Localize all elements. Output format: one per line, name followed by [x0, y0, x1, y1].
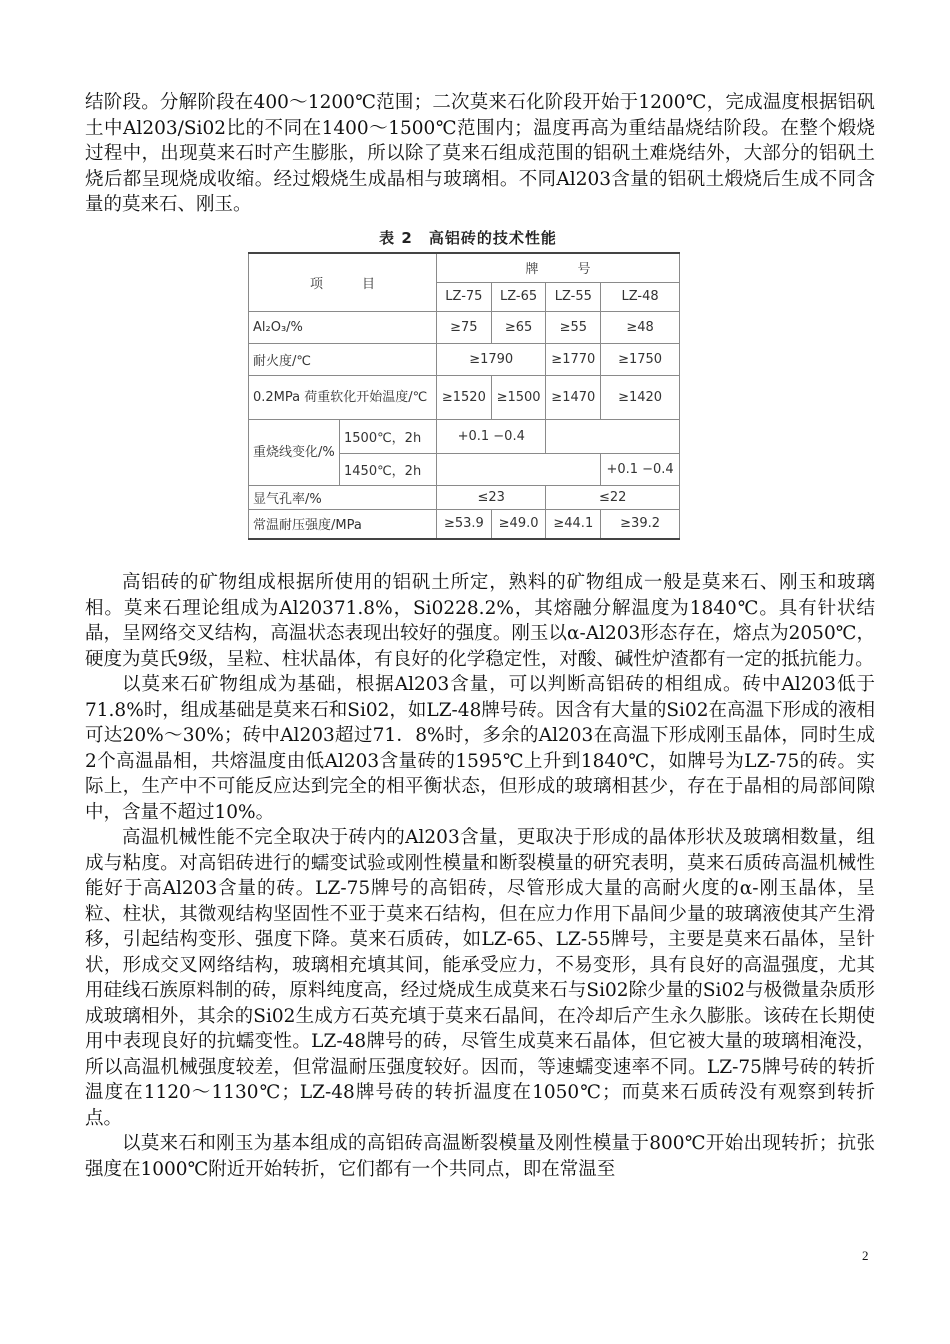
paragraph-text: 高铝砖的矿物组成根据所使用的铝矾土所定，熟料的矿物组成一般是莫来石、刚玉和玻璃相。莫来石理论组成为Al20371.8%，Si0228.2%，其熔融分解温度为1840℃。具有针状结晶，呈网络交叉结构，高温状态表现出较好的强度。刚玉以α-Al203形态存在，熔点为2050℃，硬度为莫氏9级，呈粒、柱状晶体，有良好的化学稳定性，对酸、碱性炉渣都有一定的抵抗能力。: [85, 572, 875, 670]
grade-cell: LZ-65: [491, 282, 546, 311]
value-cell: ≥1750: [601, 343, 680, 375]
value-cell: +0.1 −0.4: [601, 453, 680, 485]
grade-cell: LZ-48: [601, 282, 680, 311]
value-cell: ≥1520: [437, 375, 492, 419]
grade-cell: LZ-55: [546, 282, 601, 311]
tech-performance-table: [248, 252, 680, 540]
empty-cell: [546, 419, 680, 453]
paragraph-text: 以莫来石和刚玉为基本组成的高铝砖高温断裂模量及刚性模量于800℃开始出现转折；抗张强度在1000℃附近开始转折，它们都有一个共同点，即在常温至: [85, 1133, 875, 1180]
condition-cell: 1450℃，2h: [340, 453, 437, 485]
value-cell: ≥1470: [546, 375, 601, 419]
value-cell: ≥49.0: [491, 509, 546, 539]
table-block: [248, 226, 680, 540]
row-label-softening: 0.2MPa 荷重软化开始温度/℃: [249, 375, 437, 419]
body-text: [85, 570, 875, 1182]
page-number: 2: [862, 1248, 869, 1263]
value-cell: ≥65: [491, 311, 546, 343]
header-item-cell: 项 目: [249, 253, 437, 311]
header-grade-cell: 牌 号: [437, 253, 680, 282]
paragraph-text: 以莫来石矿物组成为基础，根据Al203含量，可以判断高铝砖的相组成。砖中Al203低于71.8%时，组成基础是莫来石和Si02，如LZ-48牌号砖。因含有大量的Si02在高温下形成的液相可达20%～30%；砖中Al203超过71．8%时，多余的Al203在高温下形成刚玉晶体，同时生成2个高温晶相，共熔温度由低Al203含量砖的1595℃上升到1840℃，如牌号为LZ-75的砖。实际上，生产中不可能反应达到完全的相平衡状态，但形成的玻璃相甚少，存在于晶相的局部间隙中，含量不超过10%。: [85, 674, 875, 823]
value-cell: ≥1790: [437, 343, 546, 375]
value-cell: ≥39.2: [601, 509, 680, 539]
paragraph-intro: [85, 90, 875, 218]
value-cell: +0.1 −0.4: [437, 419, 546, 453]
paragraph-text: 高温机械性能不完全取决于砖内的Al203含量，更取决于形成的晶体形状及玻璃相数量，组成与粘度。对高铝砖进行的蠕变试验或刚性模量和断裂模量的研究表明，莫来石质砖高温机械性能好于高Al203含量的砖。LZ-75牌号的高铝砖，尽管形成大量的高耐火度的α-刚玉晶体，呈粒、柱状，其微观结构坚固性不亚于莫来石结构，但在应力作用下晶间少量的玻璃液使其产生滑移，引起结构变形、强度下降。莫来石质砖，如LZ-65、LZ-55牌号，主要是莫来石晶体，呈针状，形成交叉网络结构，玻璃相充填其间，能承受应力，不易变形，具有良好的高温强度，尤其用硅线石族原料制的砖，原料纯度高，经过烧成生成莫来石与Si02除少量的Si02与极微量杂质形成玻璃相外，其余的Si02生成方石英充填于莫来石晶间，在冷却后产生永久膨胀。该砖在长期使用中表现良好的抗蠕变性。LZ-48牌号的砖，尽管生成莫来石晶体，但它被大量的玻璃相淹没，所以高温机械强度较差，但常温耐压强度较好。因而，等速蠕变速率不同。LZ-75牌号砖的转折温度在1120～1130℃；LZ-48牌号砖的转折温度在1050℃；而莫来石质砖没有观察到转折点。: [85, 827, 875, 1129]
value-cell: ≥48: [601, 311, 680, 343]
value-cell: ≤22: [546, 485, 680, 509]
row-label-reheat: 重烧线变化/%: [249, 419, 340, 485]
value-cell: ≥44.1: [546, 509, 601, 539]
row-label-porosity: 显气孔率/%: [249, 485, 437, 509]
value-cell: ≤23: [437, 485, 546, 509]
value-cell: ≥1420: [601, 375, 680, 419]
row-label-al2o3: Al₂O₃/%: [249, 311, 437, 343]
value-cell: ≥1500: [491, 375, 546, 419]
grade-cell: LZ-75: [437, 282, 492, 311]
value-cell: ≥75: [437, 311, 492, 343]
row-label-refractoriness: 耐火度/℃: [249, 343, 437, 375]
empty-cell: [437, 453, 601, 485]
row-label-strength: 常温耐压强度/MPa: [249, 509, 437, 539]
table-caption: 表 2 高铝砖的技术性能: [379, 229, 557, 247]
value-cell: ≥1770: [546, 343, 601, 375]
condition-cell: 1500℃，2h: [340, 419, 437, 453]
paragraph-text: 结阶段。分解阶段在400～1200℃范围；二次莫来石化阶段开始于1200℃，完成温度根据铝矾土中Al203/Si02比的不同在1400～1500℃范围内；温度再高为重结晶烧结阶段。在整个煅烧过程中，出现莫来石时产生膨胀，所以除了莫来石组成范围的铝矾土难烧结外，大部分的铝矾土烧后都呈现烧成收缩。经过煅烧生成晶相与玻璃相。不同Al203含量的铝矾土煅烧后生成不同含量的莫来石、刚玉。: [85, 92, 875, 215]
value-cell: ≥55: [546, 311, 601, 343]
value-cell: ≥53.9: [437, 509, 492, 539]
